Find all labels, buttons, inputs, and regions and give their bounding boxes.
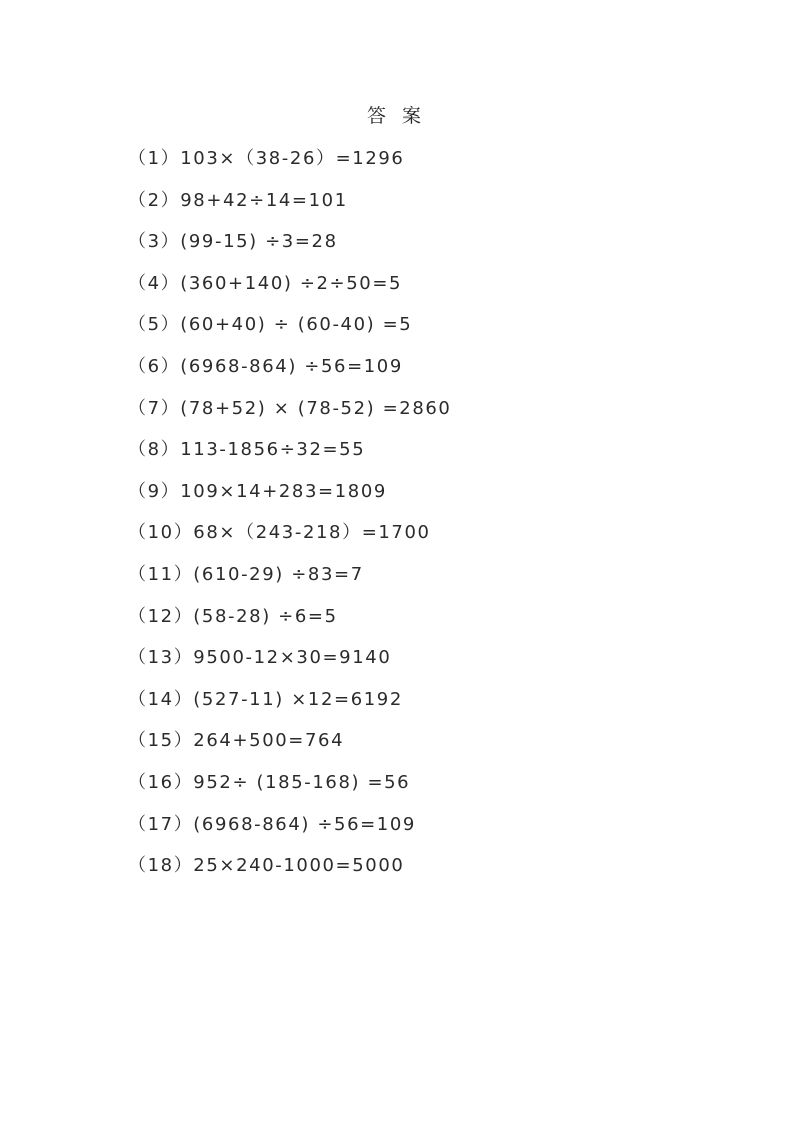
answer-line: （5）(60+40) ÷ (60-40) =5 — [128, 314, 413, 336]
answer-line: （3）(99-15) ÷3=28 — [128, 231, 338, 253]
answer-line: （15）264+500=764 — [128, 730, 345, 752]
answer-list — [128, 145, 451, 894]
answer-line: （7）(78+52) × (78-52) =2860 — [128, 397, 452, 419]
answer-line: （18）25×240-1000=5000 — [128, 855, 405, 877]
answer-line: （2）98+42÷14=101 — [128, 189, 348, 211]
answer-line: （9）109×14+283=1809 — [128, 480, 387, 502]
answer-line: （6）(6968-864) ÷56=109 — [128, 355, 403, 377]
answer-line: （16）952÷ (185-168) =56 — [128, 771, 411, 793]
answer-line: （14）(527-11) ×12=6192 — [128, 688, 403, 710]
answer-line: （10）68×（243-218）=1700 — [128, 522, 431, 544]
answer-line: （4）(360+140) ÷2÷50=5 — [128, 272, 403, 294]
answer-line: （13）9500-12×30=9140 — [128, 647, 392, 669]
answer-line: （12）(58-28) ÷6=5 — [128, 605, 338, 627]
page-title: 答 案 — [366, 105, 427, 127]
answer-line: （17）(6968-864) ÷56=109 — [128, 813, 416, 835]
answer-line: （11）(610-29) ÷83=7 — [128, 563, 364, 585]
answer-line: （8）113-1856÷32=55 — [128, 439, 366, 461]
answer-line: （1）103×（38-26）=1296 — [128, 148, 405, 169]
